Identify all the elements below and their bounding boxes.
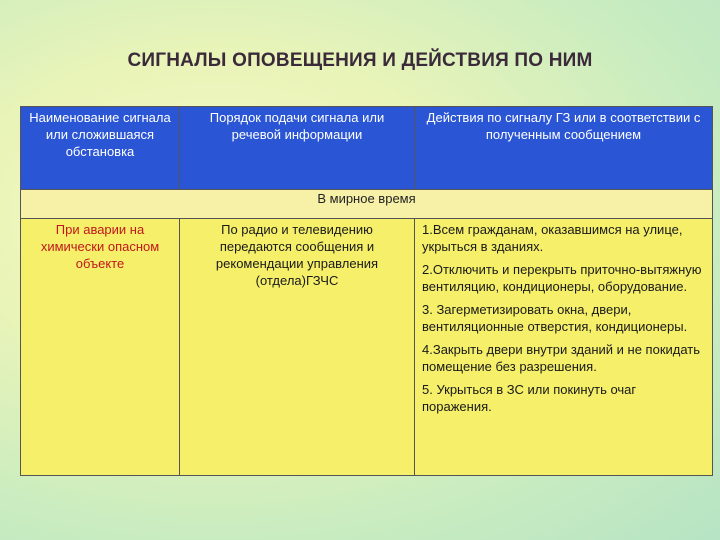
action-item-2: 2.Отключить и перекрыть приточно-вытяжную вентиляцию, кондиционеры, оборудование.: [422, 262, 702, 294]
action-item-1: 1.Всем гражданам, оказавшимся на улице, укрыться в зданиях.: [422, 222, 683, 254]
table-row: [21, 219, 713, 476]
cell-order: По радио и телевидению передаются сообщения и рекомендации управления (отдела)ГЗЧС: [180, 219, 415, 476]
signals-table: [20, 106, 713, 476]
section-label: В мирное время: [21, 190, 713, 219]
section-row: [21, 190, 713, 219]
action-item-4: 4.Закрыть двери внутри зданий и не покидать помещение без разрешения.: [422, 342, 701, 374]
header-actions: Действия по сигналу ГЗ или в соответствии с полученным сообщением: [415, 107, 713, 190]
action-item-3: 3. Загерметизировать окна, двери, вентиляционные отверстия, кондиционеры.: [422, 302, 688, 334]
table-header-row: [21, 107, 713, 190]
header-order: Порядок подачи сигнала или речевой информации: [180, 107, 415, 190]
page-title: СИГНАЛЫ ОПОВЕЩЕНИЯ И ДЕЙСТВИЯ ПО НИМ: [127, 50, 593, 71]
cell-actions: [415, 219, 713, 476]
action-item-5: 5. Укрыться в ЗС или покинуть очаг поражения.: [422, 382, 637, 414]
cell-signal: При аварии на химически опасном объекте: [21, 219, 180, 476]
header-signal-name: Наименование сигнала или сложившаяся обстановка: [21, 107, 180, 190]
